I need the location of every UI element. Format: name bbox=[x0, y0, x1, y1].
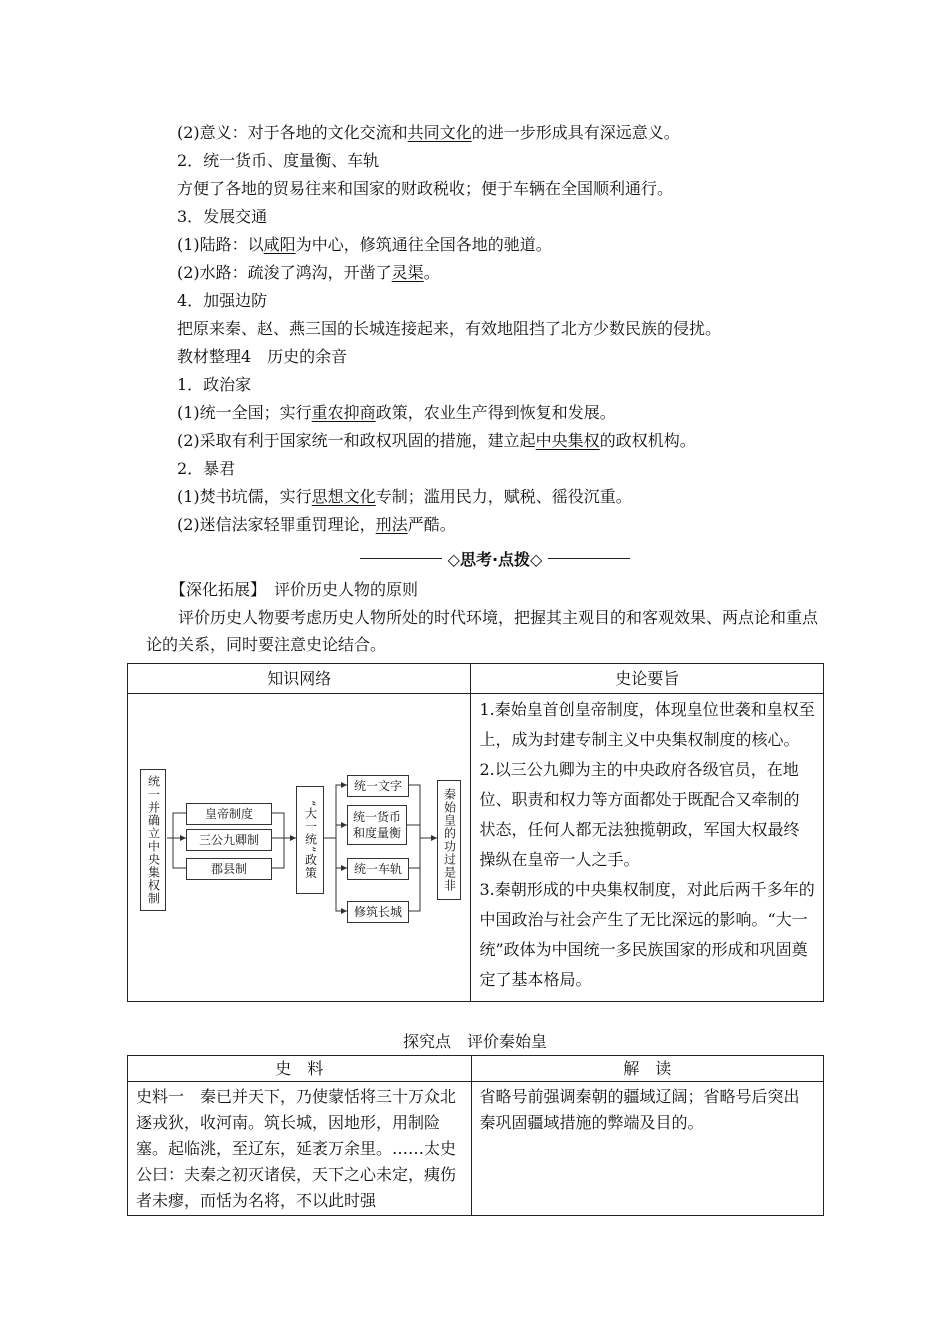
underlined-term: 共同文化 bbox=[407, 123, 472, 142]
heading-border-defense: 4．加强边防 bbox=[177, 291, 268, 310]
line-great-wall: 把原来秦、赵、燕三国的长城连接起来，有效地阻挡了北方少数民族的侵扰。 bbox=[177, 319, 722, 338]
underlined-term: 重农抑商 bbox=[311, 403, 376, 422]
source-text: 史料一 秦已并天下，乃使蒙恬将三十万众北逐戎狄，收河南。筑长城，因地形，用制险塞。起临洮，至辽东，延袤万余里。……太史公曰：夫秦之初灭诸侯，天下之心未定，痍伤者未瘳，而恬为名将，不以此时强 bbox=[136, 1087, 457, 1210]
diagram-right-box: 秦始皇的功过是非 bbox=[437, 780, 461, 900]
line-significance: (2)意义：对于各地的文化交流和共同文化的进一步形成具有深远意义。 bbox=[177, 123, 680, 142]
diagram-unify-currency: 统一货币和度量衡 bbox=[347, 805, 407, 845]
section-title: 探究点 评价秦始皇 bbox=[402, 1032, 547, 1051]
heading-material-4: 教材整理4 历史的余音 bbox=[177, 347, 348, 366]
line-land-road: (1)陆路：以咸阳为中心，修筑通往全国各地的驰道。 bbox=[177, 235, 552, 254]
line-trade: 方便了各地的贸易往来和国家的财政税收；便于车辆在全国顺利通行。 bbox=[177, 179, 674, 198]
line-unify-country: (1)统一全国；实行重农抑商政策，农业生产得到恢复和发展。 bbox=[177, 403, 616, 422]
point-2: 2.以三公九卿为主的中央政府各级官员，在地位、职责和权力等方面都处于既配合又牵制的状态，任何人都无法独揽朝政，军国大权最终操纵在皇帝一人之手。 bbox=[479, 760, 800, 869]
underlined-term: 咸阳 bbox=[263, 235, 296, 254]
point-3: 3.秦朝形成的中央集权制度，对此后两千多年的中国政治与社会产生了无比深远的影响。“大一统”政体为中国统一多民族国家的形成和巩固奠定了基本格局。 bbox=[479, 880, 815, 989]
heading-statesman: 1．政治家 bbox=[177, 375, 252, 394]
heading-transport: 3．发展交通 bbox=[177, 207, 268, 226]
line-water-road: (2)水路：疏浚了鸿沟，开凿了灵渠。 bbox=[177, 263, 440, 282]
deepen-label: 【深化拓展】 bbox=[170, 580, 259, 599]
line-legalism: (2)迷信法家轻罪重罚理论，刑法严酷。 bbox=[177, 515, 456, 534]
underlined-term: 刑法 bbox=[375, 515, 408, 534]
diagram-county-system: 郡县制 bbox=[186, 858, 272, 880]
diagram-emperor-system: 皇帝制度 bbox=[186, 803, 272, 825]
table-header-points: 史论要旨 bbox=[471, 664, 824, 694]
diagram-center-box: “大一统”政策 bbox=[296, 786, 324, 894]
underlined-term: 灵渠 bbox=[391, 263, 424, 282]
underlined-term: 思想文化 bbox=[311, 487, 376, 506]
line-measures: (2)采取有利于国家统一和政权巩固的措施，建立起中央集权的政权机构。 bbox=[177, 431, 696, 450]
underlined-term: 中央集权 bbox=[535, 431, 600, 450]
line-burn-books: (1)焚书坑儒，实行思想文化专制；滥用民力，赋税、徭役沉重。 bbox=[177, 487, 632, 506]
diagram-unify-script: 统一文字 bbox=[347, 775, 409, 797]
point-1: 1.秦始皇首创皇帝制度，体现皇位世袭和皇权至上，成为封建专制主义中央集权制度的核心。 bbox=[479, 700, 815, 749]
diagram-great-wall: 修筑长城 bbox=[347, 901, 409, 923]
deepen-title: 评价历史人物的原则 bbox=[274, 580, 419, 599]
diagram-left-box: 统一并确立中央集权制 bbox=[140, 769, 166, 911]
reading-text: 省略号前强调秦朝的疆域辽阔；省略号后突出秦巩固疆域措施的弊端及目的。 bbox=[479, 1087, 800, 1132]
deepen-paragraph: 评价历史人物要考虑历史人物所处的时代环境，把握其主观目的和客观效果、两点论和重点论的关系，同时要注意史论结合。 bbox=[146, 608, 819, 654]
table-header-source: 史 料 bbox=[128, 1056, 472, 1082]
reading-cell bbox=[471, 1082, 823, 1216]
table-header-network: 知识网络 bbox=[128, 664, 471, 694]
source-table bbox=[127, 1055, 824, 1216]
table-header-reading: 解 读 bbox=[471, 1056, 823, 1082]
diagram-three-nine-system: 三公九卿制 bbox=[186, 829, 272, 851]
heading-tyrant: 2．暴君 bbox=[177, 459, 236, 478]
source-cell bbox=[128, 1082, 472, 1216]
divider-title: ◇思考·点拨◇ bbox=[447, 549, 543, 569]
diagram-unify-axle: 统一车轨 bbox=[347, 858, 409, 880]
heading-unify-currency: 2．统一货币、度量衡、车轨 bbox=[177, 151, 380, 170]
